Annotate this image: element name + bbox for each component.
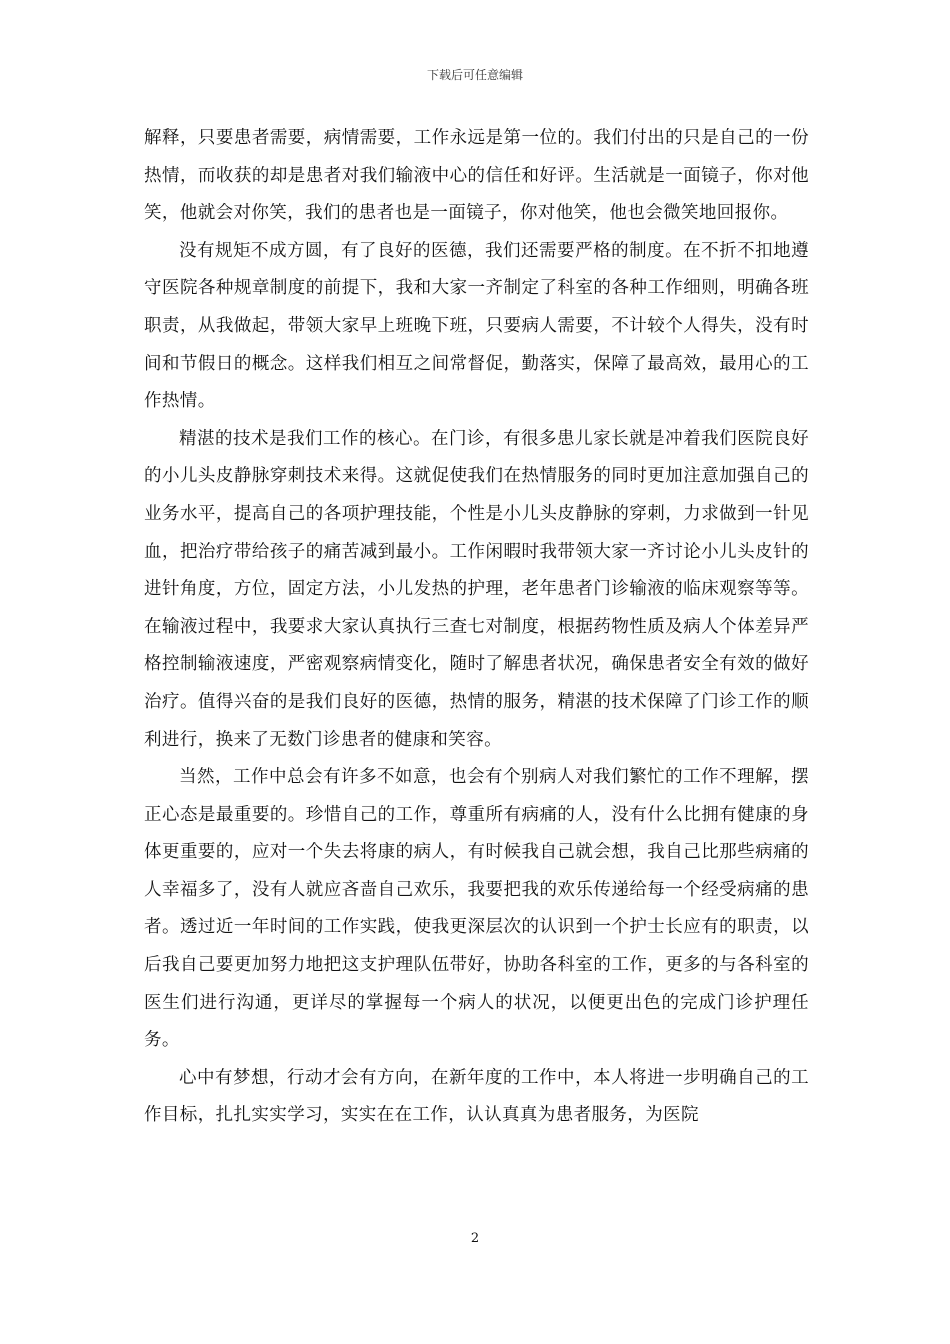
paragraph-continuation: 解释，只要患者需要，病情需要，工作永远是第一位的。我们付出的只是自己的一份热情，而收获的却是患者对我们输液中心的信任和好评。生活就是一面镜子，你对他笑，他就会对你笑，我们的患者也是一面镜子，你对他笑，他也会微笑地回报你。 [144, 128, 809, 224]
page-number: 2 [470, 1231, 480, 1246]
paragraph: 精湛的技术是我们工作的核心。在门诊，有很多患儿家长就是冲着我们医院良好的小儿头皮静脉穿刺技术来得。这就促使我们在热情服务的同时更加注意加强自己的业务水平，提高自己的各项护理技能，个性是小儿头皮静脉的穿刺，力求做到一针见血，把治疗带给孩子的痛苦减到最小。工作闲暇时我带领大家一齐讨论小儿头皮针的进针角度，方位，固定方法，小儿发热的护理，老年患者门诊输液的临床观察等等。在输液过程中，我要求大家认真执行三查七对制度，根据药物性质及病人个体差异严格控制输液速度，严密观察病情变化，随时了解患者状况，确保患者安全有效的做好治疗。值得兴奋的是我们良好的医德，热情的服务，精湛的技术保障了门诊工作的顺利进行，换来了无数门诊患者的健康和笑容。 [144, 428, 809, 750]
paragraph: 没有规矩不成方圆，有了良好的医德，我们还需要严格的制度。在不折不扣地遵守医院各种规章制度的前提下，我和大家一齐制定了科室的各种工作细则，明确各班职责，从我做起，带领大家早上班晚下班，只要病人需要，不计较个人得失，没有时间和节假日的概念。这样我们相互之间常督促，勤落实，保障了最高效，最用心的工作热情。 [144, 240, 809, 412]
document-body [144, 120, 809, 1135]
page-header: 下载后可任意编辑 [426, 68, 523, 82]
paragraph: 当然，工作中总会有许多不如意，也会有个别病人对我们繁忙的工作不理解，摆正心态是最重要的。珍惜自己的工作，尊重所有病痛的人，没有什么比拥有健康的身体更重要的，应对一个失去将康的病人，有时候我自己就会想，我自己比那些病痛的人幸福多了，没有人就应吝啬自己欢乐，我要把我的欢乐传递给每一个经受病痛的患者。透过近一年时间的工作实践，使我更深层次的认识到一个护士长应有的职责，以后我自己要更加努力地把这支护理队伍带好，协助各科室的工作，更多的与各科室的医生们进行沟通，更详尽的掌握每一个病人的状况，以便更出色的完成门诊护理任务。 [144, 767, 809, 1051]
paragraph: 心中有梦想，行动才会有方向，在新年度的工作中，本人将进一步明确自己的工作目标，扎扎实实学习，实实在在工作，认认真真为患者服务，为医院 [144, 1067, 809, 1126]
